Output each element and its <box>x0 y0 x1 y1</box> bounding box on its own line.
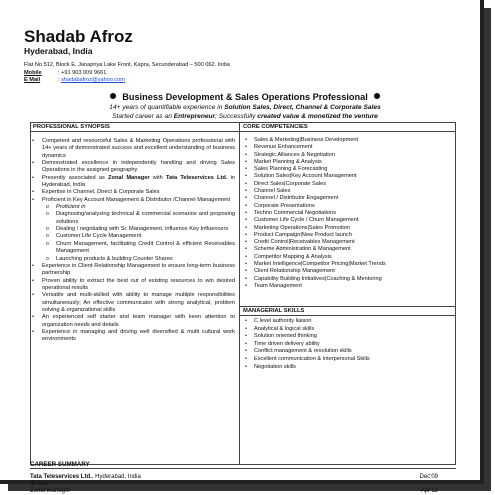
competencies-list <box>244 137 454 290</box>
managerial-list <box>244 318 454 371</box>
company-name: Tata Teleservices Ltd. <box>30 474 92 480</box>
bullet-dot-icon <box>110 93 116 99</box>
managerial-heading: MANAGERIAL SKILLS <box>243 308 305 314</box>
column-divider <box>239 122 240 465</box>
managerial-skill-item: • Conflict management & resolution skills <box>244 348 454 356</box>
email-link[interactable]: shadabafroz@yahoo.com <box>61 77 125 83</box>
managerial-top-rule <box>240 306 456 307</box>
role-start-date: Apr'12 <box>420 488 438 494</box>
synopsis-item: • Versatile and multi-skilled with ability to manage multiple responsibilities simultaneously; An effective communicator with strong analytical, problem solving & organizational skills <box>32 292 235 314</box>
mobile-label: Mobile <box>24 70 42 76</box>
competency-item: • Competitor Mapping & Analysis <box>244 254 454 261</box>
company-location: , Hyderabad, India <box>91 474 141 480</box>
managerial-skill-item: • Solution oriented thinking <box>244 333 454 341</box>
competency-item: • Direct Sales|Corporate Sales <box>244 181 454 188</box>
objective-title-row <box>40 92 450 102</box>
synopsis-header-rule <box>30 131 239 132</box>
synopsis-item: o Launching products & building Counter Shares <box>32 256 235 263</box>
competency-item: • Strategic Alliances & Negotiation <box>244 152 454 159</box>
candidate-name: Shadab Afroz <box>24 27 133 46</box>
synopsis-item: • An experienced self starter and team manager with keen attention to organization needs and details <box>32 314 235 329</box>
competencies-heading: CORE COMPETENCIES <box>243 124 308 130</box>
bullet-dot-icon <box>374 93 380 99</box>
mobile-row <box>24 70 106 76</box>
synopsis-item: o Proficient in <box>32 204 235 211</box>
synopsis-item: • Expertise in Channel, Direct & Corporate Sales <box>32 189 235 196</box>
competency-item: • Channel / Distributor Engagement <box>244 195 454 202</box>
synopsis-item: • Presently associated as Zonal Manager with Tata Teleservices Ltd. in Hyderabad, India <box>32 175 235 190</box>
career-role-row <box>30 488 438 494</box>
synopsis-heading: PROFESSIONAL SYNOPSIS <box>33 124 110 130</box>
managerial-header-rule <box>240 315 456 316</box>
managerial-skill-item: • C level authority liaison <box>244 318 454 326</box>
synopsis-item: o Customer Life Cycle Management <box>32 233 235 240</box>
competency-item: • Team Management <box>244 283 454 290</box>
competency-item: • Techno Commercial Negotiations <box>244 210 454 217</box>
managerial-skill-item: • Negotiation skills <box>244 364 454 372</box>
role-title: Zonal Manager <box>30 488 71 494</box>
email-row <box>24 77 125 83</box>
competency-item: • Credit Control|Receivables Management <box>244 239 454 246</box>
page-shadow-right <box>484 8 491 491</box>
synopsis-list <box>32 138 235 344</box>
managerial-skill-item: • Analytical & logical skills <box>244 326 454 334</box>
career-rule <box>30 468 456 469</box>
competency-item: • Sales & Marketing|Business Development <box>244 137 454 144</box>
competency-item: • Corporate Presentations <box>244 203 454 210</box>
candidate-address: Flat No 512, Block E, Janapriya Lake Front, Kapra, Secunderabad – 500 062. India <box>24 62 230 68</box>
career-heading: CAREER SUMMARY <box>30 461 90 468</box>
company-start-date: Dec'09 <box>419 474 438 480</box>
competency-item: • Client Relationship Management <box>244 268 454 275</box>
competency-item: • Market Intelligence|Competitor Pricing|Market Trends <box>244 261 454 268</box>
synopsis-item: o Churn Management, facilitating Credit Control & efficient Receivables Management <box>32 241 235 256</box>
competencies-header-rule <box>240 131 456 132</box>
career-company-row <box>30 474 438 480</box>
synopsis-item: • Experience in Client Relationship Management to ensure long-term business partnership <box>32 263 235 278</box>
synopsis-item: • Competent and resourceful Sales & Marketing Operations professional with 14+ years of demonstrated success and excellent understanding of business dynamics <box>32 138 235 160</box>
career-company-till: till date <box>30 481 50 487</box>
synopsis-item: o Dealing / negotiating with Sr. Management, influence Key Influencers <box>32 226 235 233</box>
managerial-skill-item: • Time driven delivery ability <box>244 341 454 349</box>
competency-item: • Product Campaign|New Product launch <box>244 232 454 239</box>
competency-item: • Revenue Enhancement <box>244 144 454 151</box>
synopsis-item: o Diagnosing/analyzing technical & commercial scenarios and proposing solutions <box>32 211 235 226</box>
managerial-skill-item: • Excellent communication & interpersonal Skills <box>244 356 454 364</box>
synopsis-item: • Proven ability to extract the best out of existing resources to win desired operational results <box>32 278 235 293</box>
competency-item: • Marketing Operations|Sales Promotion <box>244 225 454 232</box>
mobile-number: : +91 903 009 9661 <box>58 70 107 76</box>
synopsis-item: • Demonstrated excellence in independently handling and driving Sales Operations in the assigned geography <box>32 160 235 175</box>
synopsis-item: • Experience in managing and driving well diversified & multi cultural work environments <box>32 329 235 344</box>
competency-item: • Customer Life Cycle / Churn Management <box>244 217 454 224</box>
objective-title: Business Development & Sales Operations Professional <box>122 92 368 102</box>
competency-item: • Market Planning & Analysis <box>244 159 454 166</box>
competency-item: • Channel Sales <box>244 188 454 195</box>
objective-line-2: Started career as an Entrepreneur; Successfully created value & monetized the venture <box>112 113 378 120</box>
objective-line-1: 14+ years of quantifiable experience in Solution Sales, Direct, Channel & Corporate Sales <box>109 104 381 111</box>
competency-item: • Solution Sales|Key Account Management <box>244 173 454 180</box>
competency-item: • Sales Planning & Forecasting <box>244 166 454 173</box>
competency-item: • Capability Building Initiatives|Coaching & Mentoring <box>244 276 454 283</box>
candidate-city: Hyderabad, India <box>24 46 93 56</box>
email-separator: : <box>58 77 62 83</box>
email-label: E Mail <box>24 77 41 83</box>
synopsis-item: • Proficient in Key Account Management & Distributor /Channel Management <box>32 197 235 204</box>
competency-item: • Scheme Administration & Management <box>244 246 454 253</box>
